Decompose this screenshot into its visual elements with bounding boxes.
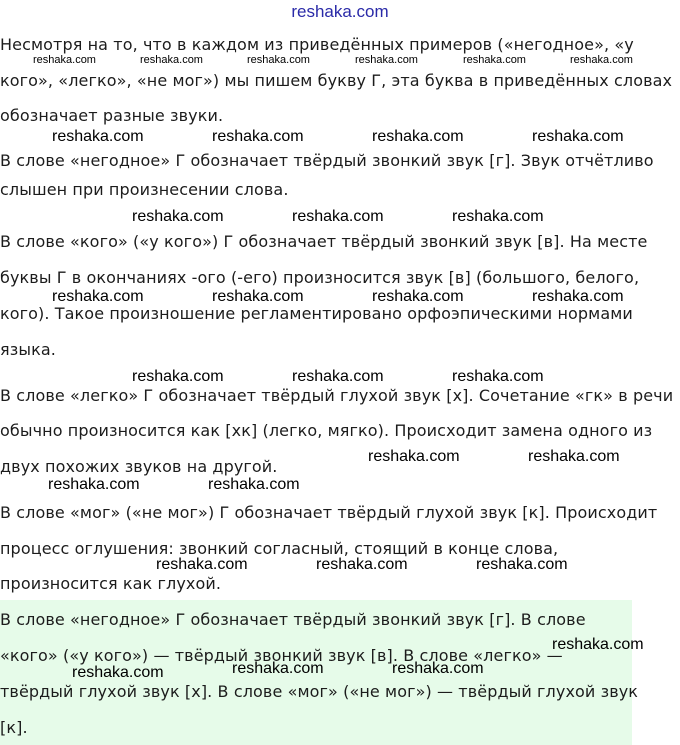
text-line: обозначает разные звуки. <box>0 106 224 125</box>
answer-line: [к]. <box>0 718 28 737</box>
watermark: reshaka.com <box>532 128 624 145</box>
watermark: reshaka.com <box>33 54 96 66</box>
watermark: reshaka.com <box>532 288 624 305</box>
text-line: кого», «легко», «не мог») мы пишем букву Г, эта буква в приведённых словах <box>0 71 673 90</box>
watermark: reshaka.com <box>552 636 644 653</box>
site-header-link[interactable]: reshaka.com <box>291 2 389 21</box>
watermark: reshaka.com <box>48 476 140 493</box>
watermark: reshaka.com <box>528 448 620 465</box>
text-line: буквы Г в окончаниях -ого (-его) произносится звук [в] (большого, белого, <box>0 268 640 287</box>
text-line: В слове «легко» Г обозначает твёрдый глухой звук [х]. Сочетание «гк» в речи <box>0 386 674 405</box>
text-line: двух похожих звуков на другой. <box>0 457 278 476</box>
watermark: reshaka.com <box>316 556 408 573</box>
watermark: reshaka.com <box>476 556 568 573</box>
text-line: процесс оглушения: звонкий согласный, стоящий в конце слова, <box>0 539 559 558</box>
answer-line: В слове «негодное» Г обозначает твёрдый звонкий звук [г]. В слове <box>0 610 586 629</box>
watermark: reshaka.com <box>463 54 526 66</box>
watermark: reshaka.com <box>212 288 304 305</box>
watermark: reshaka.com <box>292 368 384 385</box>
watermark: reshaka.com <box>247 54 310 66</box>
watermark: reshaka.com <box>208 476 300 493</box>
watermark: reshaka.com <box>52 128 144 145</box>
watermark: reshaka.com <box>372 128 464 145</box>
watermark: reshaka.com <box>570 54 633 66</box>
text-line: языка. <box>0 340 56 359</box>
answer-line: твёрдый глухой звук [х]. В слове «мог» («не мог») — твёрдый глухой звук <box>0 682 639 701</box>
watermark: reshaka.com <box>368 448 460 465</box>
watermark: reshaka.com <box>72 664 164 681</box>
watermark: reshaka.com <box>52 288 144 305</box>
text-line: слышен при произнесении слова. <box>0 180 289 199</box>
text-line: обычно произносится как [хк] (легко, мягко). Происходит замена одного из <box>0 421 653 440</box>
watermark: reshaka.com <box>232 660 324 677</box>
watermark: reshaka.com <box>132 208 224 225</box>
watermark: reshaka.com <box>132 368 224 385</box>
watermark: reshaka.com <box>292 208 384 225</box>
watermark: reshaka.com <box>355 54 418 66</box>
watermark: reshaka.com <box>140 54 203 66</box>
text-line: В слове «кого» («у кого») Г обозначает твёрдый звонкий звук [в]. На месте <box>0 232 648 251</box>
watermark: reshaka.com <box>372 288 464 305</box>
watermark: reshaka.com <box>212 128 304 145</box>
text-line: кого). Такое произношение регламентировано орфоэпическими нормами <box>0 304 633 323</box>
watermark: reshaka.com <box>392 660 484 677</box>
text-line: произносится как глухой. <box>0 574 222 593</box>
answer-line: «кого» («у кого») — твёрдый звонкий звук [в]. В слове «легко» — <box>0 646 563 665</box>
watermark: reshaka.com <box>452 208 544 225</box>
watermark: reshaka.com <box>156 556 248 573</box>
text-line: В слове «мог» («не мог») Г обозначает твёрдый глухой звук [к]. Происходит <box>0 503 658 522</box>
watermark: reshaka.com <box>452 368 544 385</box>
text-line: Несмотря на то, что в каждом из приведённых примеров («негодное», «у <box>0 35 634 54</box>
text-line: В слове «негодное» Г обозначает твёрдый звонкий звук [г]. Звук отчётливо <box>0 151 654 170</box>
